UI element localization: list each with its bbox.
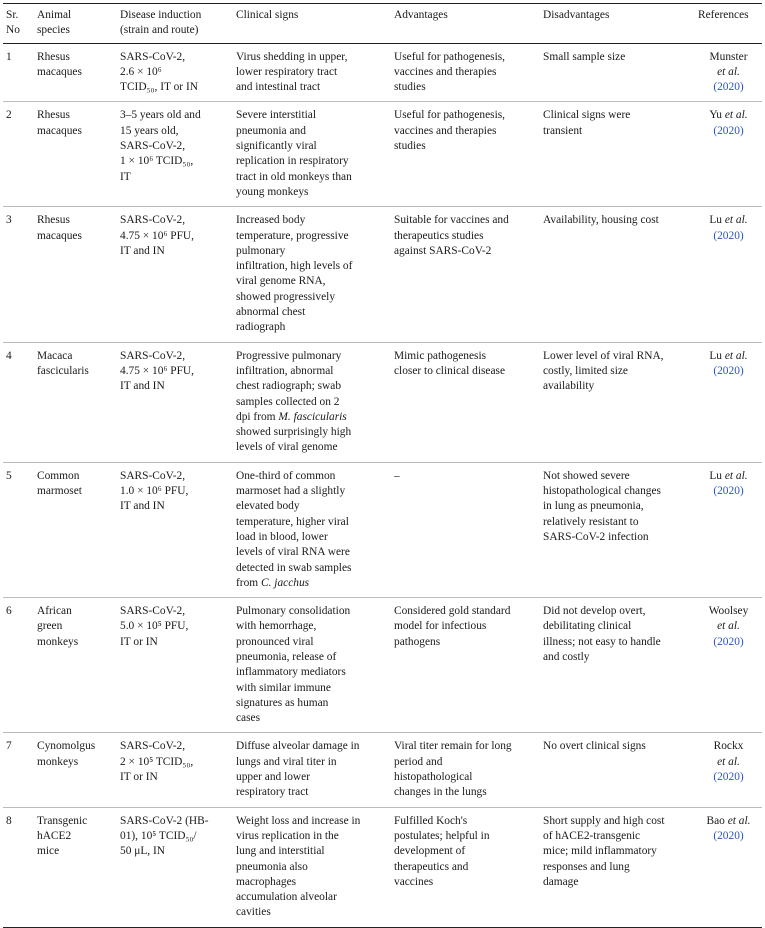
- reference-cell: [695, 733, 762, 807]
- advantages-cell-line: model for infectious: [394, 620, 487, 633]
- sr-no-cell: 1: [6, 50, 12, 63]
- disadvantages-cell: [540, 462, 695, 597]
- advantages-cell-line: vaccines and therapies: [394, 124, 497, 137]
- advantages-cell: [391, 102, 540, 207]
- table-row: [3, 807, 762, 927]
- disadvantages-cell: [540, 43, 695, 102]
- advantages-cell: [391, 598, 540, 733]
- induction-cell-line: 01), 10⁵ TCID₅₀/: [120, 829, 197, 842]
- disadvantages-cell: [540, 807, 695, 927]
- reference-cell-line: Lu et al.: [709, 214, 748, 227]
- clinical-signs-cell-line: respiratory tract: [236, 786, 309, 799]
- header-disadvantages: Disadvantages: [543, 9, 610, 21]
- species-cell-line: African: [37, 605, 72, 618]
- advantages-cell-line: therapeutics studies: [394, 229, 484, 242]
- species-cell-line: Rhesus: [37, 214, 70, 227]
- species-cell-line: Cynomolgus: [37, 740, 96, 753]
- advantages-cell-line: studies: [394, 140, 426, 153]
- clinical-signs-cell-line: Diffuse alveolar damage in: [236, 740, 360, 753]
- clinical-signs-cell-line: signatures as human: [236, 696, 329, 709]
- induction-cell-line: 5.0 × 10⁵ PFU,: [120, 620, 189, 633]
- induction-cell-line: 4.75 × 10⁶ PFU,: [120, 229, 195, 242]
- advantages-cell-line: development of: [394, 845, 466, 858]
- clinical-signs-cell-line: Progressive pulmonary: [236, 349, 342, 362]
- species-cell-line: monkeys: [37, 635, 79, 648]
- clinical-signs-cell-line: One-third of common: [236, 469, 336, 482]
- header-induction-line-2: (strain and route): [120, 24, 199, 37]
- clinical-signs-cell-line: showed progressively: [236, 290, 336, 303]
- reference-year-link[interactable]: (2020): [713, 229, 744, 242]
- clinical-signs-cell: [233, 342, 391, 462]
- clinical-signs-cell-line: samples collected on 2: [236, 395, 340, 408]
- clinical-signs-cell-line: Increased body: [236, 214, 306, 227]
- reference-cell-line: Rockx: [713, 740, 744, 753]
- header-sr-line-1: Sr.: [6, 9, 19, 21]
- clinical-signs-cell-line: and intestinal tract: [236, 81, 321, 94]
- advantages-cell-line: closer to clinical disease: [394, 364, 506, 377]
- disadvantages-cell-line: damage: [543, 875, 579, 888]
- clinical-signs-cell-line: abnormal chest: [236, 306, 306, 319]
- clinical-signs-cell-line: Pulmonary consolidation: [236, 605, 351, 618]
- table-row: [3, 342, 762, 462]
- disadvantages-cell-line: Not showed severe: [543, 469, 630, 482]
- species-cell-line: hACE2: [37, 829, 72, 842]
- disadvantages-cell: [540, 342, 695, 462]
- species-cell: [34, 733, 117, 807]
- clinical-signs-cell-line: significantly viral: [236, 140, 317, 153]
- species-cell: [34, 598, 117, 733]
- clinical-signs-cell-line: radiograph: [236, 321, 286, 334]
- clinical-signs-cell-line: virus replication in the: [236, 829, 339, 842]
- advantages-cell-line: against SARS-CoV-2: [394, 244, 492, 257]
- header-species-line-2: species: [37, 24, 70, 37]
- disadvantages-cell-line: histopathological changes: [543, 485, 661, 498]
- table-header-row: [3, 4, 762, 44]
- clinical-signs-cell-line: accumulation alveolar: [236, 891, 337, 904]
- disadvantages-cell-line: of hACE2-transgenic: [543, 829, 641, 842]
- disadvantages-cell-line: relatively resistant to: [543, 515, 639, 528]
- reference-cell: [695, 807, 762, 927]
- clinical-signs-cell: [233, 102, 391, 207]
- advantages-cell-line: vaccines and therapies: [394, 65, 497, 78]
- reference-cell: [695, 102, 762, 207]
- induction-cell-line: IT or IN: [120, 771, 158, 784]
- reference-cell-line: Lu et al.: [709, 349, 748, 362]
- sr-no-cell: 7: [6, 740, 12, 753]
- table-row: [3, 207, 762, 342]
- reference-cell: [695, 207, 762, 342]
- clinical-signs-cell-line: temperature, progressive: [236, 229, 349, 242]
- header-animal-species: [34, 4, 117, 44]
- advantages-cell-line: period and: [394, 755, 443, 768]
- clinical-signs-cell-line: macrophages: [236, 875, 297, 888]
- clinical-signs-cell: [233, 733, 391, 807]
- species-cell: [34, 207, 117, 342]
- induction-cell-line: 2.6 × 10⁶: [120, 65, 162, 78]
- reference-year-link[interactable]: (2020): [713, 771, 744, 784]
- induction-cell-line: IT or IN: [120, 635, 158, 648]
- disadvantages-cell-line: No overt clinical signs: [543, 740, 646, 753]
- clinical-signs-cell-line: chest radiograph; swab: [236, 380, 342, 393]
- clinical-signs-cell-line: tract in old monkeys than: [236, 170, 352, 183]
- animal-model-table: [3, 3, 762, 928]
- species-cell-line: Transgenic: [37, 814, 88, 827]
- induction-cell-line: IT: [120, 170, 131, 183]
- induction-cell-line: 1 × 10⁶ TCID₅₀,: [120, 155, 194, 168]
- induction-cell-line: 3–5 years old and: [120, 109, 201, 122]
- reference-year-link[interactable]: (2020): [713, 124, 744, 137]
- clinical-signs-cell: [233, 598, 391, 733]
- clinical-signs-cell-line: cavities: [236, 906, 271, 919]
- advantages-cell-line: Considered gold standard: [394, 605, 511, 618]
- clinical-signs-cell-line: pneumonia, release of: [236, 650, 337, 663]
- sr-no-cell: 4: [6, 349, 12, 362]
- advantages-cell: [391, 43, 540, 102]
- reference-cell-line: Lu et al.: [709, 469, 748, 482]
- reference-cell-line: et al.: [717, 65, 740, 78]
- disadvantages-cell-line: illness; not easy to handle: [543, 635, 661, 648]
- species-cell: [34, 342, 117, 462]
- species-cell-line: fascicularis: [37, 364, 89, 377]
- induction-cell: [117, 207, 233, 342]
- clinical-signs-cell-line: pronounced viral: [236, 635, 314, 648]
- sr-no-cell: 2: [6, 109, 12, 122]
- clinical-signs-cell-line: marmoset had a slightly: [236, 485, 346, 498]
- clinical-signs-cell: [233, 462, 391, 597]
- disadvantages-cell-line: Short supply and high cost: [543, 814, 665, 827]
- advantages-cell-line: therapeutics and: [394, 860, 469, 873]
- header-induction-line-1: Disease induction: [120, 9, 202, 21]
- table-row: [3, 462, 762, 597]
- advantages-cell: [391, 807, 540, 927]
- reference-cell-line: Yu et al.: [709, 109, 748, 122]
- advantages-cell-line: vaccines: [394, 875, 434, 888]
- disadvantages-cell-line: mice; mild inflammatory: [543, 845, 657, 858]
- disadvantages-cell-line: SARS-CoV-2 infection: [543, 530, 649, 543]
- advantages-cell-line: Useful for pathogenesis,: [394, 109, 506, 122]
- header-clinical-signs: Clinical signs: [236, 9, 299, 21]
- table-row: [3, 43, 762, 102]
- induction-cell: [117, 102, 233, 207]
- induction-cell: [117, 598, 233, 733]
- disadvantages-cell-line: costly, limited size: [543, 364, 628, 377]
- clinical-signs-cell-line: lower respiratory tract: [236, 65, 338, 78]
- disadvantages-cell-line: Clinical signs were: [543, 109, 631, 122]
- advantages-cell-line: –: [394, 469, 400, 482]
- disadvantages-cell-line: transient: [543, 124, 583, 137]
- clinical-signs-cell: [233, 43, 391, 102]
- induction-cell-line: SARS-CoV-2,: [120, 349, 186, 362]
- advantages-cell: [391, 207, 540, 342]
- induction-cell-line: 15 years old,: [120, 124, 179, 137]
- clinical-signs-cell: [233, 807, 391, 927]
- species-cell: [34, 43, 117, 102]
- disadvantages-cell-line: and costly: [543, 650, 590, 663]
- reference-year-link[interactable]: (2020): [713, 364, 744, 377]
- induction-cell-line: 1.0 × 10⁶ PFU,: [120, 485, 189, 498]
- clinical-signs-cell-line: levels of viral RNA were: [236, 546, 350, 559]
- induction-cell: [117, 462, 233, 597]
- induction-cell-line: SARS-CoV-2,: [120, 469, 186, 482]
- disadvantages-cell: [540, 207, 695, 342]
- species-cell-line: marmoset: [37, 485, 82, 498]
- induction-cell-line: SARS-CoV-2 (HB-: [120, 814, 209, 827]
- disadvantages-cell-line: debilitating clinical: [543, 620, 632, 633]
- clinical-signs-cell-line: pneumonia and: [236, 124, 306, 137]
- disadvantages-cell: [540, 733, 695, 807]
- species-cell-line: monkeys: [37, 755, 79, 768]
- sr-no-cell: 6: [6, 605, 12, 618]
- induction-cell-line: IT and IN: [120, 380, 165, 393]
- table-row: [3, 733, 762, 807]
- sr-no-cell: 3: [6, 214, 12, 227]
- clinical-signs-cell-line: detected in swab samples: [236, 561, 352, 574]
- reference-cell: [695, 43, 762, 102]
- advantages-cell: [391, 733, 540, 807]
- clinical-signs-cell-line: Weight loss and increase in: [236, 814, 361, 827]
- clinical-signs-cell: [233, 207, 391, 342]
- induction-cell-line: SARS-CoV-2,: [120, 740, 186, 753]
- clinical-signs-cell-line: lungs and viral titer in: [236, 755, 337, 768]
- advantages-cell: [391, 342, 540, 462]
- species-cell-line: macaques: [37, 124, 82, 137]
- disadvantages-cell-line: Small sample size: [543, 50, 626, 63]
- disadvantages-cell-line: Lower level of viral RNA,: [543, 349, 664, 362]
- header-sr-no: [3, 4, 34, 44]
- sr-no-cell: 5: [6, 469, 12, 482]
- disadvantages-cell-line: availability: [543, 380, 595, 393]
- species-cell-line: green: [37, 620, 63, 633]
- advantages-cell-line: Fulfilled Koch's: [394, 814, 468, 827]
- header-species-line-1: Animal: [37, 9, 72, 21]
- induction-cell-line: SARS-CoV-2,: [120, 214, 186, 227]
- reference-cell-line: et al.: [717, 755, 740, 768]
- species-cell: [34, 102, 117, 207]
- clinical-signs-cell-line: lung and interstitial: [236, 845, 325, 858]
- advantages-cell-line: Useful for pathogenesis,: [394, 50, 506, 63]
- clinical-signs-cell-line: young monkeys: [236, 185, 309, 198]
- induction-cell: [117, 733, 233, 807]
- clinical-signs-cell-line: Virus shedding in upper,: [236, 50, 348, 63]
- species-cell-line: Rhesus: [37, 50, 70, 63]
- clinical-signs-cell-line: Severe interstitial: [236, 109, 317, 122]
- clinical-signs-cell-line: pulmonary: [236, 244, 286, 257]
- reference-year-link[interactable]: (2020): [713, 81, 744, 94]
- induction-cell-line: 50 μL, IN: [120, 845, 166, 858]
- induction-cell-line: IT and IN: [120, 500, 165, 513]
- species-cell-line: mice: [37, 845, 60, 858]
- clinical-signs-cell-line: infiltration, abnormal: [236, 364, 334, 377]
- clinical-signs-cell-line: cases: [236, 712, 261, 725]
- advantages-cell-line: histopathological: [394, 771, 473, 784]
- clinical-signs-cell-line: showed surprisingly high: [236, 426, 352, 439]
- table-row: [3, 102, 762, 207]
- induction-cell-line: IT and IN: [120, 244, 165, 257]
- clinical-signs-cell-line: from C. jacchus: [236, 576, 310, 589]
- species-cell-line: Rhesus: [37, 109, 70, 122]
- reference-year-link[interactable]: (2020): [713, 829, 744, 842]
- species-cell-line: macaques: [37, 229, 82, 242]
- advantages-cell-line: Suitable for vaccines and: [394, 214, 509, 227]
- clinical-signs-cell-line: load in blood, lower: [236, 530, 328, 543]
- induction-cell-line: SARS-CoV-2,: [120, 605, 186, 618]
- clinical-signs-cell-line: infiltration, high levels of: [236, 260, 353, 273]
- reference-year-link[interactable]: (2020): [713, 635, 744, 648]
- advantages-cell-line: studies: [394, 81, 426, 94]
- disadvantages-cell: [540, 102, 695, 207]
- disadvantages-cell-line: Did not develop overt,: [543, 605, 646, 618]
- clinical-signs-cell-line: inflammatory mediators: [236, 666, 346, 679]
- clinical-signs-cell-line: elevated body: [236, 500, 300, 513]
- clinical-signs-cell-line: viral genome RNA,: [236, 275, 326, 288]
- reference-cell: [695, 342, 762, 462]
- clinical-signs-cell-line: pneumonia also: [236, 860, 308, 873]
- species-cell: [34, 807, 117, 927]
- clinical-signs-cell-line: dpi from M. fascicularis: [236, 410, 347, 423]
- disadvantages-cell-line: Availability, housing cost: [543, 214, 659, 227]
- reference-cell-line: et al.: [717, 620, 740, 633]
- induction-cell: [117, 807, 233, 927]
- header-disease-induction: [117, 4, 233, 44]
- induction-cell-line: 2 × 10⁵ TCID₅₀,: [120, 755, 194, 768]
- induction-cell-line: 4.75 × 10⁶ PFU,: [120, 364, 195, 377]
- sr-no-cell: 8: [6, 814, 12, 827]
- reference-cell-line: Bao et al.: [706, 814, 751, 827]
- induction-cell: [117, 342, 233, 462]
- clinical-signs-cell-line: with hemorrhage,: [236, 620, 317, 633]
- disadvantages-cell-line: in lung as pneumonia,: [543, 500, 644, 513]
- clinical-signs-cell-line: levels of viral genome: [236, 441, 338, 454]
- advantages-cell-line: changes in the lungs: [394, 786, 487, 799]
- clinical-signs-cell-line: upper and lower: [236, 771, 311, 784]
- advantages-cell-line: Viral titer remain for long: [394, 740, 512, 753]
- induction-cell-line: SARS-CoV-2,: [120, 140, 186, 153]
- clinical-signs-cell-line: with similar immune: [236, 681, 331, 694]
- species-cell-line: Common: [37, 469, 80, 482]
- table-body: [3, 43, 762, 927]
- reference-cell-line: Munster: [709, 50, 748, 63]
- header-references: References: [698, 9, 749, 21]
- induction-cell: [117, 43, 233, 102]
- table-row: [3, 598, 762, 733]
- advantages-cell-line: postulates; helpful in: [394, 829, 490, 842]
- disadvantages-cell-line: responses and lung: [543, 860, 630, 873]
- species-cell-line: macaques: [37, 65, 82, 78]
- reference-cell: [695, 598, 762, 733]
- clinical-signs-cell-line: replication in respiratory: [236, 155, 349, 168]
- header-sr-line-2: No: [6, 24, 20, 37]
- species-cell: [34, 462, 117, 597]
- header-advantages: Advantages: [394, 9, 448, 21]
- advantages-cell-line: Mimic pathogenesis: [394, 349, 487, 362]
- reference-cell: [695, 462, 762, 597]
- advantages-cell: [391, 462, 540, 597]
- advantages-cell-line: pathogens: [394, 635, 441, 648]
- induction-cell-line: SARS-CoV-2,: [120, 50, 186, 63]
- reference-year-link[interactable]: (2020): [713, 485, 744, 498]
- induction-cell-line: TCID₅₀, IT or IN: [120, 81, 198, 94]
- clinical-signs-cell-line: temperature, higher viral: [236, 515, 349, 528]
- reference-cell-line: Woolsey: [708, 605, 749, 618]
- disadvantages-cell: [540, 598, 695, 733]
- species-cell-line: Macaca: [37, 349, 73, 362]
